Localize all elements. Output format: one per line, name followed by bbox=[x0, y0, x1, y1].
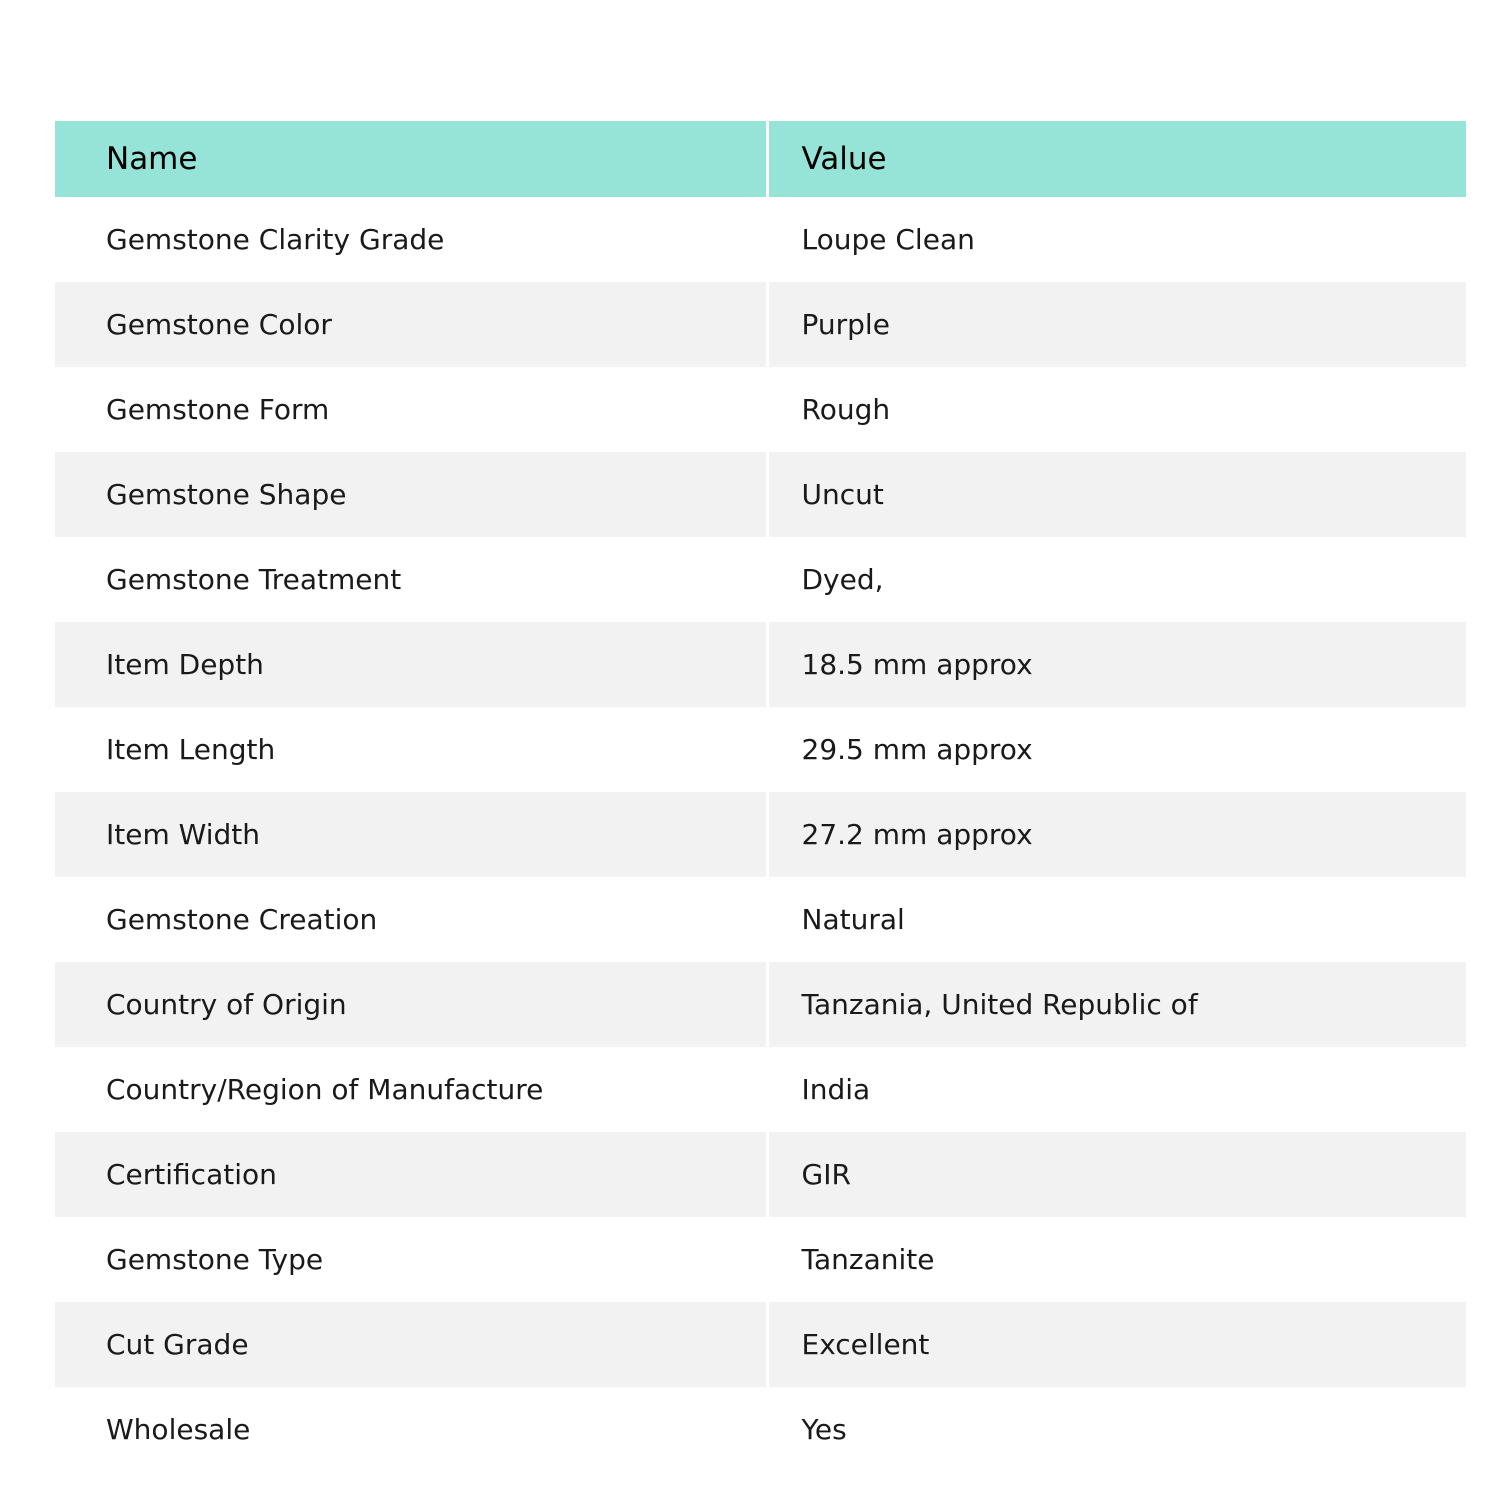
row-name-cell: Gemstone Treatment bbox=[55, 537, 767, 622]
row-name-cell: Country of Origin bbox=[55, 962, 767, 1047]
table-row bbox=[55, 537, 1466, 622]
name-column-header: Name bbox=[55, 121, 767, 197]
table-row bbox=[55, 707, 1466, 792]
table-row bbox=[55, 962, 1466, 1047]
row-value-cell: Natural bbox=[767, 877, 1466, 962]
row-value-cell: Purple bbox=[767, 282, 1466, 367]
value-column-header: Value bbox=[767, 121, 1466, 197]
row-value-cell: 29.5 mm approx bbox=[767, 707, 1466, 792]
row-value-cell: Excellent bbox=[767, 1302, 1466, 1387]
row-name-cell: Gemstone Creation bbox=[55, 877, 767, 962]
row-value-cell: 18.5 mm approx bbox=[767, 622, 1466, 707]
table-row bbox=[55, 622, 1466, 707]
row-name-cell: Wholesale bbox=[55, 1387, 767, 1472]
table-row bbox=[55, 1387, 1466, 1472]
row-name-cell: Gemstone Clarity Grade bbox=[55, 197, 767, 282]
table-row bbox=[55, 282, 1466, 367]
row-name-cell: Cut Grade bbox=[55, 1302, 767, 1387]
row-value-cell: Tanzania, United Republic of bbox=[767, 962, 1466, 1047]
row-name-cell: Gemstone Color bbox=[55, 282, 767, 367]
table-body bbox=[55, 197, 1466, 1472]
row-name-cell: Gemstone Type bbox=[55, 1217, 767, 1302]
table-row bbox=[55, 792, 1466, 877]
table-row bbox=[55, 197, 1466, 282]
table-row bbox=[55, 877, 1466, 962]
row-value-cell: 27.2 mm approx bbox=[767, 792, 1466, 877]
row-name-cell: Item Length bbox=[55, 707, 767, 792]
row-name-cell: Item Width bbox=[55, 792, 767, 877]
table-row bbox=[55, 1132, 1466, 1217]
row-name-cell: Item Depth bbox=[55, 622, 767, 707]
table-row bbox=[55, 1217, 1466, 1302]
row-value-cell: India bbox=[767, 1047, 1466, 1132]
row-name-cell: Gemstone Shape bbox=[55, 452, 767, 537]
table-row bbox=[55, 1047, 1466, 1132]
row-value-cell: Rough bbox=[767, 367, 1466, 452]
row-value-cell: Dyed, bbox=[767, 537, 1466, 622]
row-value-cell: Yes bbox=[767, 1387, 1466, 1472]
table-row bbox=[55, 1302, 1466, 1387]
row-name-cell: Country/Region of Manufacture bbox=[55, 1047, 767, 1132]
row-value-cell: GIR bbox=[767, 1132, 1466, 1217]
row-value-cell: Tanzanite bbox=[767, 1217, 1466, 1302]
table-header bbox=[55, 121, 1466, 197]
specifications-table bbox=[55, 121, 1466, 1472]
row-value-cell: Loupe Clean bbox=[767, 197, 1466, 282]
table-row bbox=[55, 367, 1466, 452]
row-name-cell: Gemstone Form bbox=[55, 367, 767, 452]
row-name-cell: Certification bbox=[55, 1132, 767, 1217]
table-row bbox=[55, 452, 1466, 537]
row-value-cell: Uncut bbox=[767, 452, 1466, 537]
header-row bbox=[55, 121, 1466, 197]
